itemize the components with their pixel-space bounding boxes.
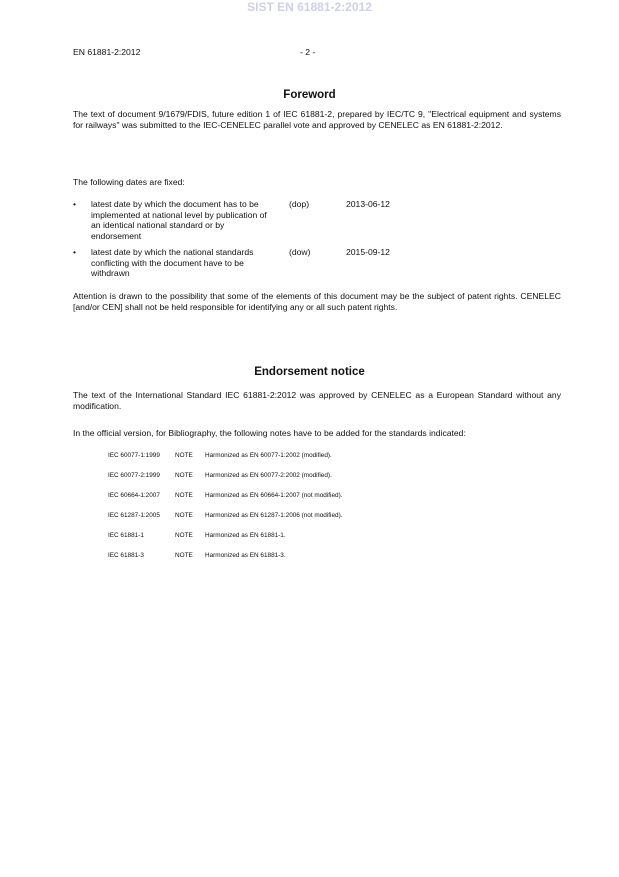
standard-id: IEC 60077-2:1999 <box>108 472 160 479</box>
foreword-title: Foreword <box>283 89 336 101</box>
date-description: latest date by which the document has to be implemented at national level by publication of an identical national standard or by endorsement <box>91 199 267 241</box>
date-value: 2015-09-12 <box>346 247 390 257</box>
standard-id: IEC 61881-3 <box>108 552 144 559</box>
note-label: NOTE <box>175 452 193 459</box>
note-text: Harmonized as EN 61287-1:2006 (not modified). <box>205 512 343 519</box>
note-text: Harmonized as EN 60077-2:2002 (modified). <box>205 472 332 479</box>
note-label: NOTE <box>175 532 193 539</box>
endorsement-title: Endorsement notice <box>254 366 365 378</box>
note-text: Harmonized as EN 60664-1:2007 (not modified). <box>205 492 343 499</box>
date-code: (dop) <box>289 199 310 209</box>
date-description: latest date by which the national standards conflicting with the document have to be withdrawn <box>91 247 254 279</box>
standard-id: IEC 61881-1 <box>108 532 144 539</box>
header-page-number: - 2 - <box>300 47 316 57</box>
date-value: 2013-06-12 <box>346 199 390 209</box>
endorsement-paragraph: The text of the International Standard IEC 61881-2:2012 was approved by CENELEC as a European Standard without any modification. <box>73 390 561 411</box>
standard-id: IEC 61287-1:2005 <box>108 512 160 519</box>
bullet: • <box>73 199 77 209</box>
dates-intro: The following dates are fixed: <box>73 177 185 187</box>
date-code: (dow) <box>289 247 311 257</box>
note-label: NOTE <box>175 472 193 479</box>
watermark: SIST EN 61881-2:2012 <box>247 0 372 14</box>
note-text: Harmonized as EN 61881-3. <box>205 552 286 559</box>
foreword-paragraph: The text of document 9/1679/FDIS, future edition 1 of IEC 61881-2, prepared by IEC/TC 9, "Electrical equipment and systems for railways" was submitted to the IEC-CENELEC parallel vote and approved by CENELEC as EN 61881-2:2012. <box>73 109 561 130</box>
attention-paragraph: Attention is drawn to the possibility that some of the elements of this document may be the subject of patent rights. CENELEC [and/or CEN] shall not be held responsible for identifying any or all such patent rights. <box>73 291 561 312</box>
note-text: Harmonized as EN 60077-1:2002 (modified). <box>205 452 332 459</box>
bullet: • <box>73 247 77 257</box>
note-label: NOTE <box>175 512 193 519</box>
note-label: NOTE <box>175 492 193 499</box>
standard-id: IEC 60077-1:1999 <box>108 452 160 459</box>
bibliography-intro: In the official version, for Bibliography, the following notes have to be added for the standards indicated: <box>73 428 466 438</box>
header-doc-id: EN 61881-2:2012 <box>73 47 141 57</box>
note-text: Harmonized as EN 61881-1. <box>205 532 286 539</box>
note-label: NOTE <box>175 552 193 559</box>
standard-id: IEC 60664-1:2007 <box>108 492 160 499</box>
